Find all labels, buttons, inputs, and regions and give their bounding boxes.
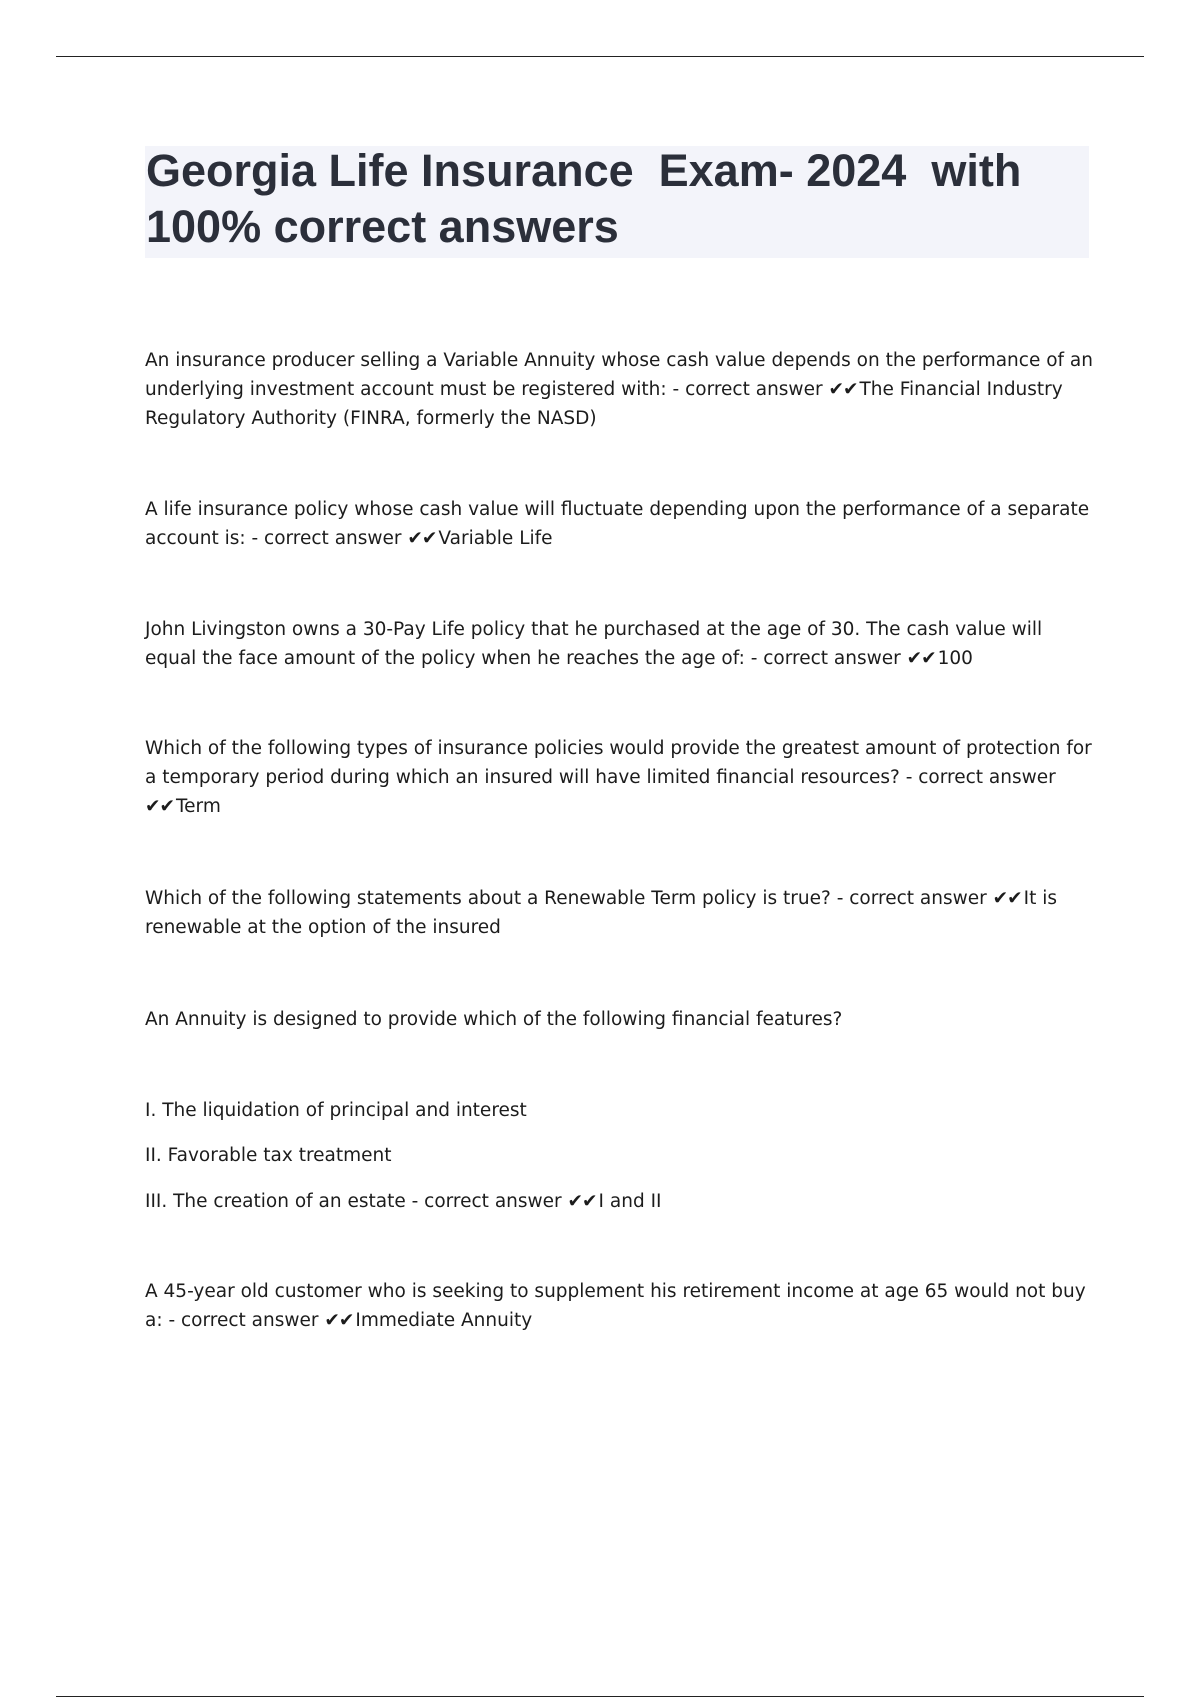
qa-item xyxy=(145,1277,1095,1335)
answer-text: I and II xyxy=(598,1191,662,1212)
qa-item xyxy=(145,346,1095,433)
question-text: Which of the following types of insurance policies would provide the greatest amount of protection for a temporary period during which an insured will have limited financial resources? - correct answer xyxy=(145,738,1092,788)
answer-text: It is renewable at the option of the insured xyxy=(145,888,1057,938)
check-icon: ✔✔ xyxy=(324,1310,354,1331)
option-line: II. Favorable tax treatment xyxy=(145,1145,392,1166)
option-line xyxy=(145,1187,1095,1216)
answer-text: Term xyxy=(176,796,221,817)
question-text: A life insurance policy whose cash value will fluctuate depending upon the performance of a separate account is: - correct answer xyxy=(145,499,1090,549)
option-line: I. The liquidation of principal and interest xyxy=(145,1100,527,1121)
check-icon: ✔✔ xyxy=(906,648,936,669)
bottom-rule xyxy=(56,1696,1144,1697)
page-title: Georgia Life Insurance Exam- 2024 with 100% correct answers xyxy=(146,145,1034,252)
answer-text: Variable Life xyxy=(438,528,553,549)
option-text: III. The creation of an estate - correct answer xyxy=(145,1191,568,1212)
check-icon: ✔✔ xyxy=(828,379,858,400)
check-icon: ✔✔ xyxy=(567,1191,597,1212)
qa-item xyxy=(145,495,1095,553)
answer-text: 100 xyxy=(937,648,973,669)
qa-item xyxy=(145,734,1095,821)
question-text: A 45-year old customer who is seeking to supplement his retirement income at age 65 would not buy a: - correct answer xyxy=(145,1281,1086,1331)
question-text: John Livingston owns a 30-Pay Life policy that he purchased at the age of 30. The cash value will equal the face amount of the policy when he reaches the age of: - correct answer xyxy=(145,619,1043,669)
answer-text: Immediate Annuity xyxy=(355,1310,533,1331)
check-icon: ✔✔ xyxy=(407,528,437,549)
check-icon: ✔✔ xyxy=(145,796,175,817)
question-text: Which of the following statements about a Renewable Term policy is true? - correct answer xyxy=(145,888,993,909)
question-text: An insurance producer selling a Variable Annuity whose cash value depends on the performance of an underlying investment account must be registered with: - correct answer xyxy=(145,350,1093,400)
qa-item xyxy=(145,884,1095,942)
answer-text: The Financial Industry Regulatory Authority (FINRA, formerly the NASD) xyxy=(145,379,1063,429)
question-text: An Annuity is designed to provide which of the following financial features? xyxy=(145,1009,843,1030)
qa-item xyxy=(145,1005,1095,1034)
qa-item xyxy=(145,615,1095,673)
top-rule xyxy=(56,56,1144,57)
check-icon: ✔✔ xyxy=(992,888,1022,909)
